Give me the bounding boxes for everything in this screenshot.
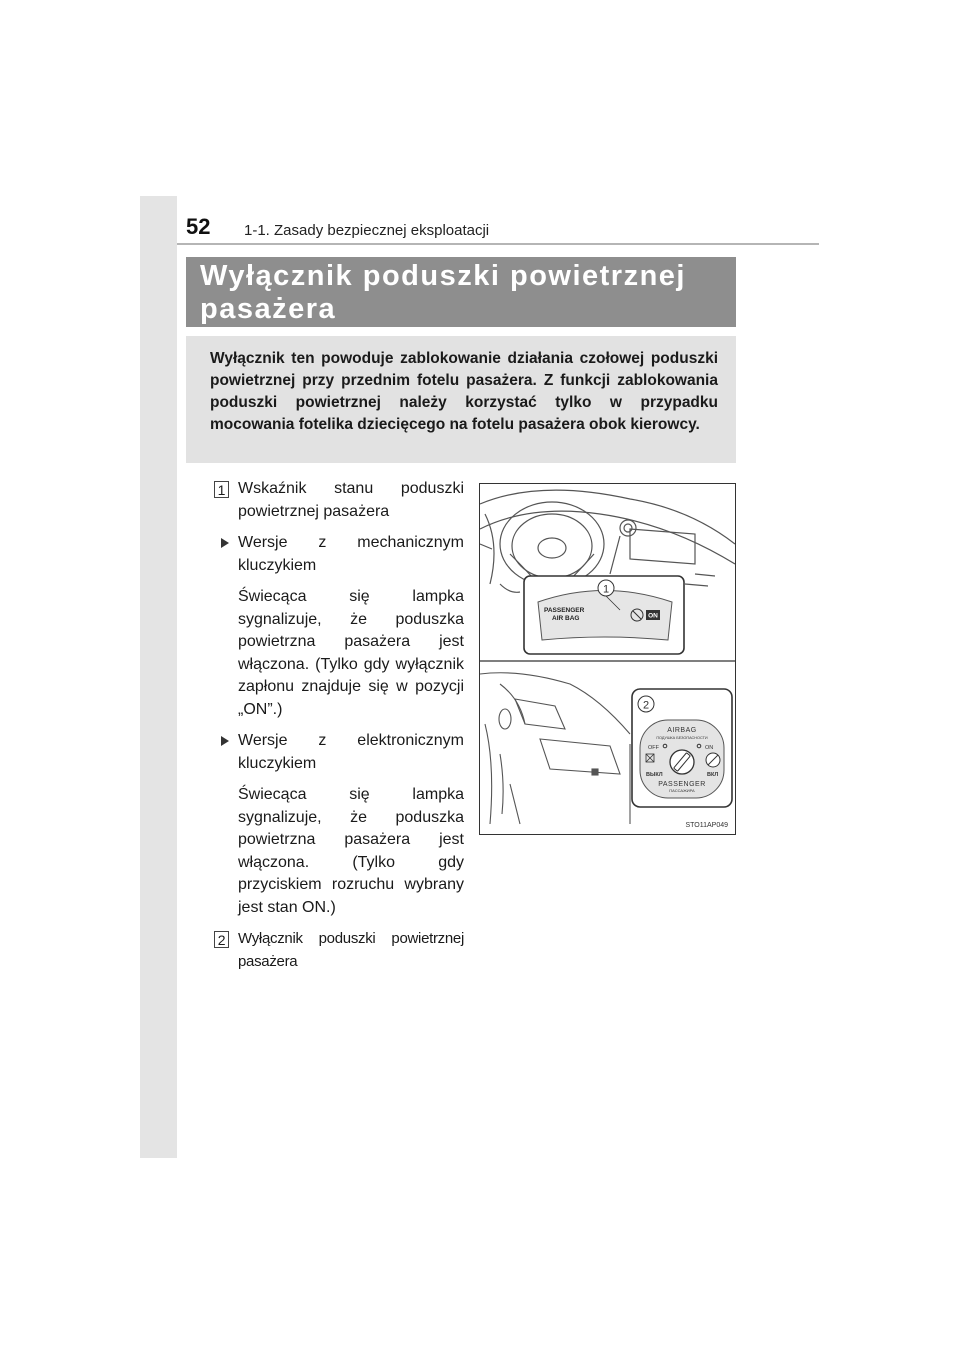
section-title: 1-1. Zasady bezpiecznej eksploatacji [244, 222, 490, 239]
page-sidebar-tab [140, 196, 177, 1158]
subitem-description: Świecąca się lampka sygnalizuje, że poduszka powietrzna pasażera jest włączona. (Tylko gdy przyciskiem rozruchu wybrany jest stan ON.) [238, 786, 464, 916]
text-column [214, 478, 464, 982]
switch-on-ru-label: ВКЛ [707, 772, 719, 778]
item-number-box: 2 [214, 931, 229, 948]
page-number: 52 [186, 214, 211, 239]
passenger-side-drawing [480, 673, 630, 824]
indicator-on-text: ON [648, 612, 658, 620]
switch-airbag-ru-label: ПОДУШКА БЕЗОПАСНОСТИ [656, 736, 708, 740]
switch-zoom [632, 689, 732, 807]
item-text: Wskaźnik stanu poduszki powietrznej pasażera [238, 480, 464, 520]
triangle-bullet-icon [221, 736, 229, 746]
subitem-mechanical-key [214, 532, 464, 577]
subitem-electronic-key [214, 730, 464, 775]
switch-off-ru-label: ВЫКЛ [646, 772, 663, 778]
header-divider [177, 243, 819, 245]
callout-2: 2 [642, 699, 650, 712]
subitem-description: Świecąca się lampka sygnalizuje, że poduszka powietrzna pasażera jest włączona. (Tylko gdy wyłącznik zapłonu znajduje się w pozycji „ON”.) [238, 588, 464, 718]
item-text: Wyłącznik poduszki powietrznej pasażera [238, 930, 464, 970]
subitem-heading: Wersje z elektronicznym kluczykiem [238, 732, 464, 772]
callout-1: 1 [602, 583, 610, 596]
switch-off-label: OFF [648, 745, 659, 751]
figure-code: STO11AP049 [685, 822, 728, 829]
switch-passenger-ru-label: ПАССАЖИРА [669, 788, 695, 793]
list-item-2 [214, 928, 464, 973]
triangle-bullet-icon [221, 538, 229, 548]
switch-on-label: ON [705, 745, 714, 751]
indicator-label-line2: AIR BAG [552, 615, 580, 622]
indicator-label-line1: PASSENGER [544, 607, 585, 614]
title-banner [186, 257, 736, 327]
item-number-box: 1 [214, 481, 229, 498]
list-item-1 [214, 478, 464, 523]
subitem-heading: Wersje z mechanicznym kluczykiem [238, 534, 464, 574]
switch-passenger-label: PASSENGER [658, 781, 706, 788]
page-title: Wyłącznik poduszki powietrznej pasażera [200, 260, 686, 325]
intro-text: Wyłącznik ten powoduje zablokowanie działania czołowej poduszki powietrznej przy przednim fotelu pasażera. Z funkcji zablokowania poduszki powietrznej należy korzystać tylko w przypadku mocowania fotelika dziecięcego na fotelu pasażera obok kierowcy. [210, 350, 718, 433]
switch-airbag-label: AIRBAG [667, 727, 697, 734]
indicator-zoom [524, 576, 684, 654]
intro-box [186, 336, 736, 463]
dashboard-illustration [479, 483, 736, 835]
